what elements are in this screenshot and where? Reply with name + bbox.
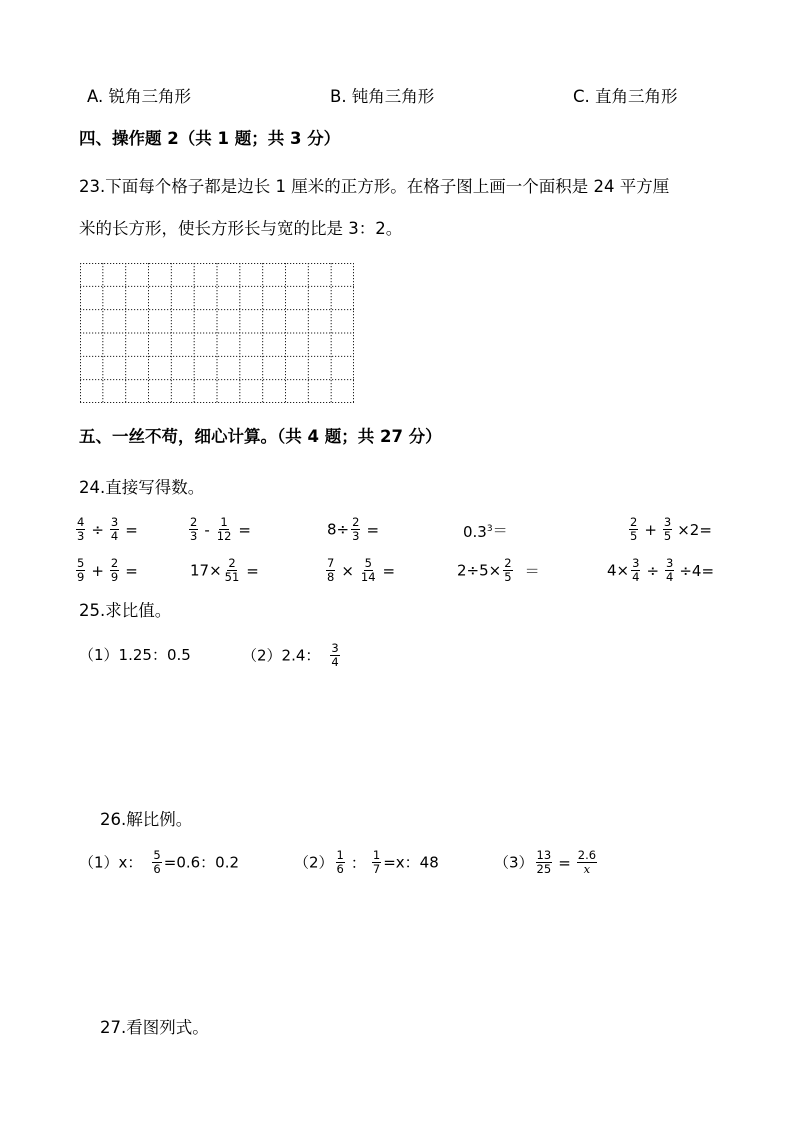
square-grid	[80, 263, 354, 403]
option-a: A. 锐角三角形	[87, 87, 191, 106]
expr-4: $0.3^3=$	[463, 521, 508, 541]
option-b: B. 钝角三角形	[330, 87, 435, 106]
expr-9: 2÷5× $\frac{2}{5}$ ＝	[457, 556, 540, 584]
expr-1: $\frac{4}{3}$ ÷ $\frac{3}{4}$ =	[77, 515, 138, 543]
expr-10: 4× $\frac{3}{4}$ ÷ $\frac{3}{4}$ ÷4=	[607, 556, 715, 584]
q26-title: 26.解比例。	[100, 810, 193, 829]
expr-3: 8÷ $\frac{2}{3}$ =	[327, 515, 380, 543]
q24-title: 24.直接写得数。	[79, 478, 205, 497]
section-5-title: 五、一丝不苟，细心计算。（共 4 题；共 27 分）	[79, 427, 442, 446]
q25-title: 25.求比值。	[79, 601, 172, 620]
q26-part-2: （2） $\frac{1}{6}$ ： $\frac{1}{7}$ =x：48	[294, 848, 439, 876]
expr-6: $\frac{5}{9}$ + $\frac{2}{9}$ =	[77, 556, 138, 584]
section-4-title: 四、操作题 2（共 1 题；共 3 分）	[79, 129, 341, 148]
expr-5: $\frac{2}{5}$ + $\frac{3}{5}$ ×2=	[630, 515, 712, 543]
q26-part-3: （3） $\frac{13}{25}$ = $\frac{2.6}{x}$	[494, 848, 597, 876]
fraction: $\frac{4}{3}$	[77, 515, 85, 543]
q25-part-2: （2）2.4： $\frac{3}{4}$	[242, 641, 339, 669]
q23-line-1: 23.下面每个格子都是边长 1 厘米的正方形。在格子图上画一个面积是 24 平方厘	[79, 177, 670, 196]
expr-8: $\frac{7}{8}$ × $\frac{5}{14}$ =	[327, 556, 396, 584]
q23-line-2: 米的长方形，使长方形长与宽的比是 3：2。	[79, 219, 403, 238]
q27-title: 27.看图列式。	[100, 1018, 209, 1037]
q26-part-1: （1）x： $\frac{5}{6}$ =0.6：0.2	[79, 848, 240, 876]
q25-part-1: （1）1.25：0.5	[79, 646, 191, 664]
option-c: C. 直角三角形	[573, 87, 678, 106]
fraction: $\frac{3}{4}$	[110, 515, 119, 543]
expr-7: 17× $\frac{2}{51}$ =	[190, 556, 259, 584]
expr-2: $\frac{2}{3}$ - $\frac{1}{12}$ =	[190, 515, 251, 543]
